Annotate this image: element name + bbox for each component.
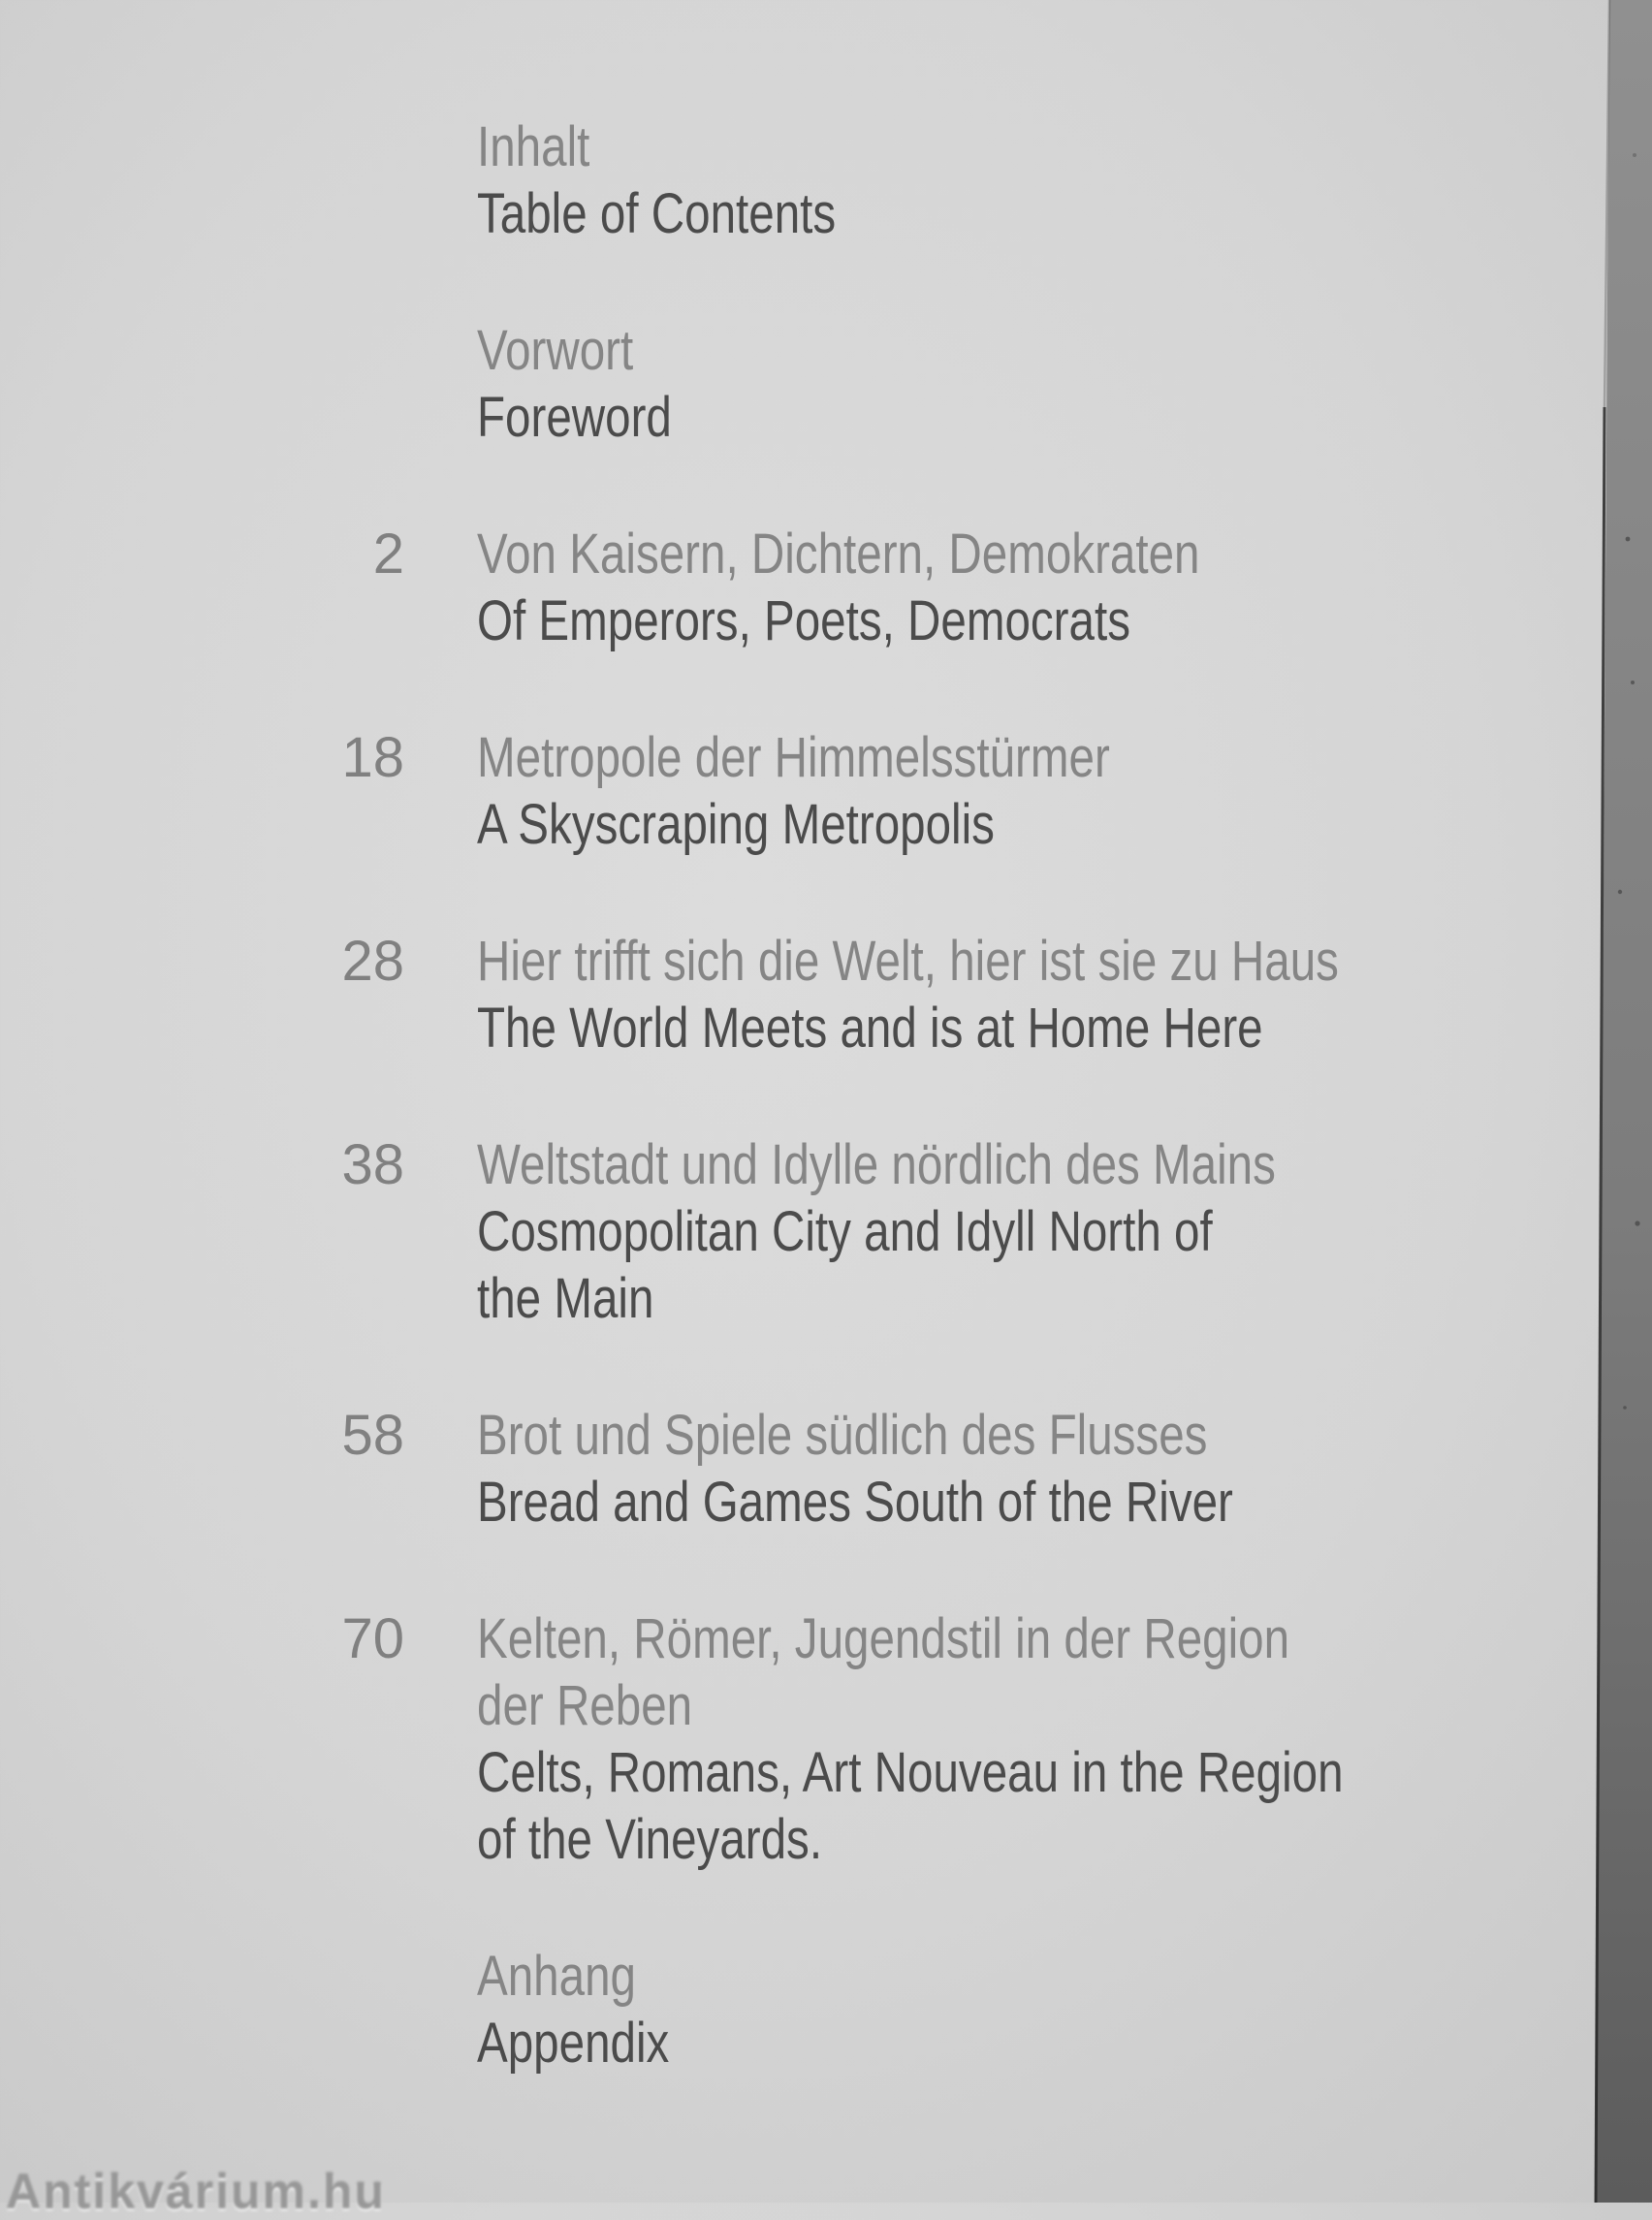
entry-title-english: of the Vineyards. bbox=[477, 1808, 823, 1871]
entry-page-number: 28 bbox=[341, 930, 404, 993]
toc-entry bbox=[0, 113, 1551, 247]
entry-titles bbox=[477, 113, 1358, 247]
entry-title-english: Table of Contents bbox=[477, 182, 837, 245]
dust-speck bbox=[1635, 1221, 1639, 1225]
entry-titles bbox=[477, 521, 1358, 654]
toc-entry bbox=[0, 928, 1551, 1062]
dust-speck bbox=[1633, 153, 1636, 157]
entry-title-german: Anhang bbox=[477, 1945, 636, 2008]
entry-titles bbox=[477, 317, 1358, 451]
toc-entry bbox=[0, 1131, 1551, 1332]
entry-title-english: Cosmopolitan City and Idyll North of bbox=[477, 1200, 1213, 1263]
entry-titles bbox=[477, 1605, 1358, 1873]
page-edge-line bbox=[1596, 407, 1604, 2203]
entry-title-english: A Skyscraping Metropolis bbox=[477, 793, 995, 856]
dust-speck bbox=[1626, 537, 1631, 542]
entry-page-number: 18 bbox=[341, 726, 404, 789]
watermark: Antikvárium.hu bbox=[6, 2165, 386, 2219]
entry-titles bbox=[477, 928, 1358, 1062]
toc-entry bbox=[0, 317, 1551, 451]
entry-title-german: Vorwort bbox=[477, 319, 634, 382]
entry-page-number: 2 bbox=[372, 523, 404, 586]
entry-page-number: 38 bbox=[341, 1133, 404, 1196]
toc-entry bbox=[0, 1943, 1551, 2077]
entry-page-number bbox=[0, 317, 477, 451]
entry-title-german: Hier trifft sich die Welt, hier ist sie zu Haus bbox=[477, 930, 1339, 993]
entry-title-english: Of Emperors, Poets, Democrats bbox=[477, 589, 1130, 652]
entry-titles bbox=[477, 1943, 1358, 2077]
entry-page-number: 58 bbox=[341, 1404, 404, 1467]
entry-title-german: Inhalt bbox=[477, 115, 590, 178]
toc-entry bbox=[0, 521, 1551, 654]
entry-title-english: The World Meets and is at Home Here bbox=[477, 997, 1263, 1060]
entry-page-number: 70 bbox=[341, 1607, 404, 1670]
entry-title-english: Foreword bbox=[477, 386, 672, 449]
entry-titles bbox=[477, 724, 1358, 858]
entry-titles bbox=[477, 1131, 1358, 1332]
entry-title-english: the Main bbox=[477, 1267, 654, 1330]
entry-page-number bbox=[0, 113, 477, 247]
entry-title-german: Kelten, Römer, Jugendstil in der Region bbox=[477, 1607, 1290, 1670]
entry-title-german: Brot und Spiele südlich des Flusses bbox=[477, 1404, 1208, 1467]
entry-page-number bbox=[0, 1943, 477, 2077]
dust-speck bbox=[1618, 890, 1622, 894]
toc-entry bbox=[0, 724, 1551, 858]
entry-title-german: Metropole der Himmelsstürmer bbox=[477, 726, 1110, 789]
dust-speck bbox=[1631, 681, 1635, 684]
toc-entry bbox=[0, 1605, 1551, 1873]
page-edge-line-soft bbox=[1604, 0, 1609, 407]
entry-title-german: der Reben bbox=[477, 1674, 693, 1737]
entry-title-english: Appendix bbox=[477, 2012, 670, 2075]
entry-title-english: Celts, Romans, Art Nouveau in the Region bbox=[477, 1741, 1344, 1804]
entry-title-german: Weltstadt und Idylle nördlich des Mains bbox=[477, 1133, 1276, 1196]
entry-title-english: Bread and Games South of the River bbox=[477, 1471, 1233, 1534]
entry-title-german: Von Kaisern, Dichtern, Demokraten bbox=[477, 523, 1200, 586]
table-of-contents bbox=[0, 113, 1551, 2146]
dust-speck bbox=[1623, 1406, 1627, 1410]
entry-titles bbox=[477, 1402, 1358, 1536]
background-band bbox=[1595, 0, 1652, 2203]
toc-entry bbox=[0, 1402, 1551, 1536]
